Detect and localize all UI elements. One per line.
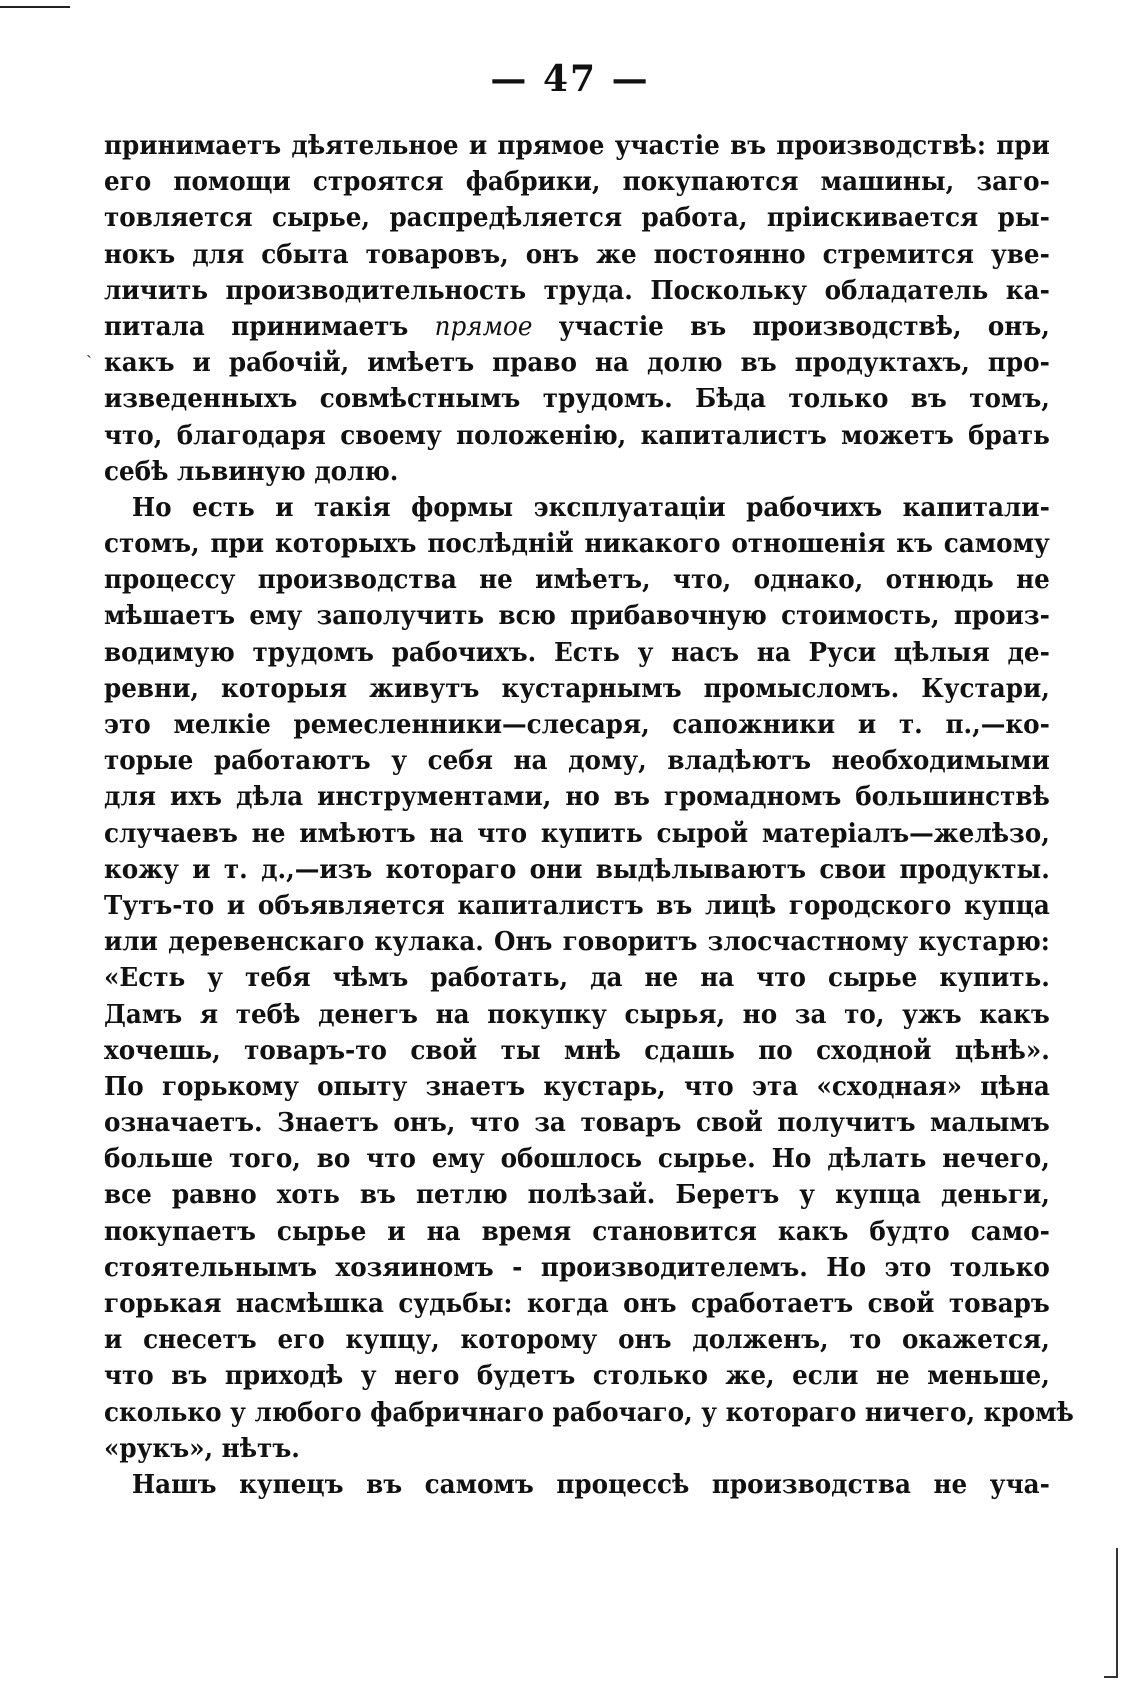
- text-line: означаетъ. Знаетъ онъ, что за товаръ свой получитъ малымъ: [104, 1107, 1050, 1139]
- text-line: ревни, которыя живутъ кустарнымъ промысломъ. Кустари,: [104, 672, 1050, 704]
- text-line: стомъ, при которыхъ послѣдній никакого отношенія къ самому: [104, 528, 1050, 560]
- text-line: процессу производства не имѣетъ, что, однако, отнюдь не: [104, 564, 1050, 596]
- right-edge-rule: [1116, 1548, 1118, 1678]
- text-line: больше того, во что ему обошлось сырье. Но дѣлать нечего,: [104, 1143, 1050, 1175]
- text-line: Но есть и такія формы эксплуатаціи рабочихъ капитали-: [131, 491, 1050, 523]
- text-line: торые работаютъ у себя на дому, владѣютъ необходимыми: [104, 745, 1050, 777]
- text-line: какъ и рабочій, имѣетъ право на долю въ продуктахъ, про-: [104, 347, 1050, 379]
- text-line: или деревенскаго кулака. Онъ говоритъ злосчастному кустарю:: [104, 926, 1050, 958]
- text-line: Тутъ-то и объявляется капиталистъ въ лицѣ городского купца: [104, 889, 1050, 921]
- text-line: для ихъ дѣла инструментами, но въ громадномъ большинствѣ: [104, 781, 1050, 813]
- text-line: стоятельнымъ хозяиномъ - производителемъ. Но это только: [104, 1251, 1050, 1283]
- text-line: случаевъ не имѣютъ на что купить сырой матеріалъ—желѣзо,: [104, 817, 1050, 849]
- text-line: что въ приходѣ у него будетъ столько же, если не меньше,: [104, 1360, 1050, 1392]
- text-line: изведенныхъ совмѣстнымъ трудомъ. Бѣда только въ томъ,: [104, 383, 1050, 415]
- text-line: покупаетъ сырье и на время становится какъ будто само-: [104, 1215, 1050, 1247]
- text-line: питала принимаетъ прямое участіе въ производствѣ, онъ,: [104, 310, 1050, 342]
- margin-mark: ˎ: [86, 338, 92, 359]
- text-line: Дамъ я тебѣ денегъ на покупку сырья, но за то, ужъ какъ: [104, 998, 1050, 1030]
- text-line: личить производительность труда. Поскольку обладатель ка-: [104, 274, 1050, 306]
- text-line: что, благодаря своему положенію, капиталистъ можетъ брать: [104, 419, 1050, 451]
- text-line: Нашъ купецъ въ самомъ процессѣ производства не уча-: [131, 1468, 1050, 1500]
- text-line: кожу и т. д.,—изъ котораго они выдѣлываютъ свои продукты.: [104, 853, 1050, 885]
- text-line: горькая насмѣшка судьбы: когда онъ сработаетъ свой товаръ: [104, 1288, 1050, 1319]
- page-number: — 47 —: [490, 58, 650, 100]
- text-line: это мелкіе ремесленники—слесаря, сапожники и т. п.,—ко-: [104, 709, 1050, 740]
- text-line: и снесетъ его купцу, которому онъ долженъ, то окажется,: [104, 1324, 1050, 1356]
- text-line: «рукъ», нѣтъ.: [104, 1432, 300, 1464]
- text-line: По горькому опыту знаетъ кустарь, что эта «сходная» цѣна: [104, 1070, 1050, 1102]
- text-line: товляется сырье, распредѣляется работа, пріискивается ры-: [104, 202, 1050, 234]
- right-edge-rule-foot: [1104, 1676, 1118, 1678]
- text-line: нокъ для сбыта товаровъ, онъ же постоянно стремится уве-: [104, 238, 1050, 270]
- text-line: «Есть у тебя чѣмъ работать, да не на что сырье купить.: [104, 962, 1050, 994]
- text-line: сколько у любого фабричнаго рабочаго, у котораго ничего, кромѣ: [104, 1396, 1074, 1428]
- text-line: его помощи строятся фабрики, покупаются машины, заго-: [104, 166, 1050, 198]
- text-line: мѣшаетъ ему заполучить всю прибавочную стоимость, произ-: [104, 600, 1050, 632]
- top-left-rule: [0, 6, 70, 8]
- emphasized-word: прямое: [434, 310, 533, 342]
- text-line: все равно хоть въ петлю полѣзай. Беретъ у купца деньги,: [104, 1179, 1050, 1211]
- page-body: [104, 128, 1074, 1503]
- text-line: хочешь, товаръ-то свой ты мнѣ сдашь по сходной цѣнѣ».: [104, 1034, 1050, 1066]
- text-line: себѣ львиную долю.: [104, 455, 399, 487]
- text-line: принимаетъ дѣятельное и прямое участіе въ производствѣ: при: [104, 130, 1050, 161]
- text-line: водимую трудомъ рабочихъ. Есть у насъ на Руси цѣлыя де-: [104, 636, 1050, 668]
